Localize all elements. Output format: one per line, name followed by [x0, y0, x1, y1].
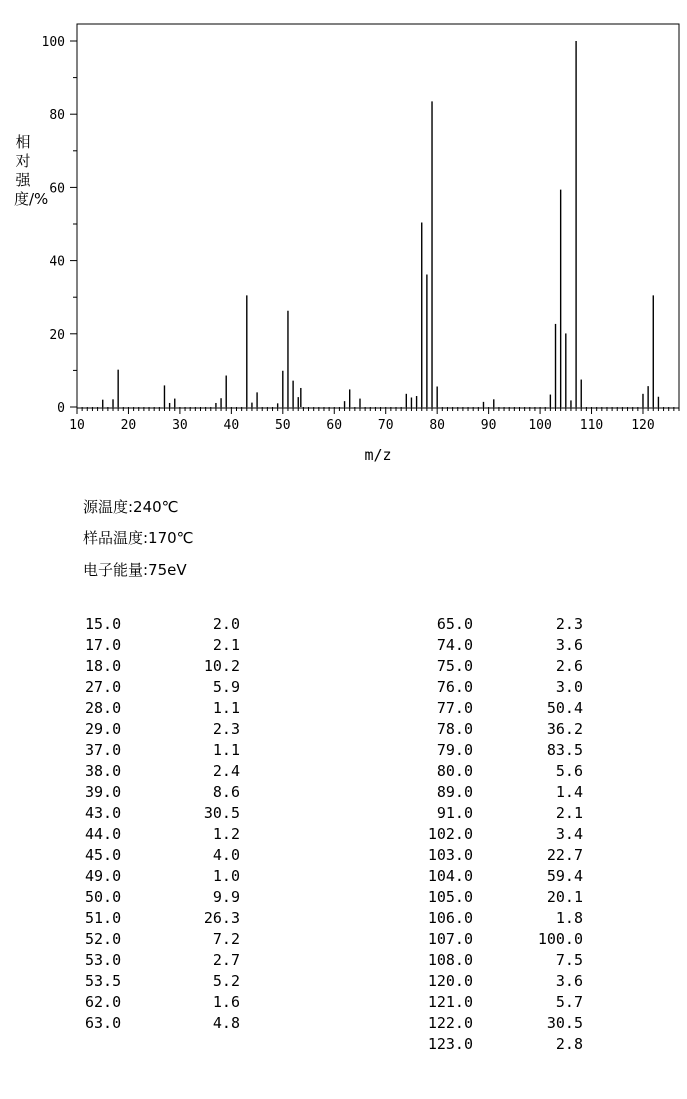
intensity-value: 30.5	[546, 1014, 583, 1032]
mz-value: 17.0	[85, 636, 122, 654]
intensity-value: 5.7	[555, 993, 583, 1011]
intensity-value: 1.8	[555, 909, 583, 927]
intensity-value: 83.5	[546, 741, 583, 759]
intensity-value: 1.1	[212, 741, 240, 759]
peak-row	[353, 614, 583, 635]
y-tick-label: 0	[57, 401, 65, 416]
x-tick-label: 70	[377, 418, 394, 433]
peak-row	[353, 740, 583, 761]
intensity-value: 2.8	[555, 1035, 583, 1053]
x-tick-label: 90	[480, 418, 497, 433]
y-tick-label: 60	[49, 181, 65, 197]
peak-row	[353, 824, 583, 845]
mz-value: 37.0	[85, 741, 122, 759]
peak-row	[85, 992, 240, 1013]
mz-value: 108.0	[427, 951, 473, 969]
intensity-value: 100.0	[537, 930, 583, 948]
mz-value: 120.0	[427, 972, 473, 990]
intensity-value: 7.5	[555, 951, 583, 969]
peak-row	[85, 1013, 240, 1034]
x-tick-label: 20	[120, 418, 137, 433]
intensity-value: 59.4	[546, 867, 583, 885]
peak-row	[85, 950, 240, 971]
intensity-value: 1.4	[555, 783, 583, 801]
peak-row	[85, 803, 240, 824]
intensity-value: 3.0	[555, 678, 583, 696]
mz-value: 50.0	[85, 888, 122, 906]
peak-row	[85, 971, 240, 992]
mz-value: 104.0	[427, 867, 473, 885]
intensity-value: 2.4	[212, 762, 240, 780]
mz-value: 53.5	[85, 972, 122, 990]
peak-row	[85, 677, 240, 698]
mz-value: 107.0	[427, 930, 473, 948]
intensity-value: 2.1	[555, 804, 583, 822]
mz-value: 18.0	[85, 657, 122, 675]
mz-value: 43.0	[85, 804, 122, 822]
intensity-value: 3.6	[555, 972, 583, 990]
x-tick-label: 30	[172, 418, 188, 433]
peak-row	[353, 719, 583, 740]
peak-row	[353, 929, 583, 950]
peak-row	[85, 929, 240, 950]
intensity-value: 20.1	[546, 888, 583, 906]
mz-value: 29.0	[85, 720, 122, 738]
mz-value: 27.0	[85, 678, 122, 696]
mass-spectrum-chart	[0, 0, 687, 470]
mz-value: 39.0	[85, 783, 122, 801]
peak-row	[85, 698, 240, 719]
mz-value: 121.0	[427, 993, 473, 1011]
peak-row	[353, 1034, 583, 1055]
peak-row	[85, 719, 240, 740]
mz-value: 103.0	[427, 846, 473, 864]
peak-row	[353, 950, 583, 971]
peak-row	[85, 740, 240, 761]
peak-row	[85, 866, 240, 887]
electron-energy: 电子能量:75eV	[83, 561, 187, 579]
peak-row	[85, 782, 240, 803]
x-tick-label: 60	[326, 418, 343, 433]
mz-value: 91.0	[436, 804, 473, 822]
intensity-value: 36.2	[546, 720, 583, 738]
peak-row	[353, 677, 583, 698]
intensity-value: 1.1	[212, 699, 240, 717]
mz-value: 105.0	[427, 888, 473, 906]
mz-value: 78.0	[436, 720, 473, 738]
peak-row	[353, 698, 583, 719]
mz-value: 123.0	[427, 1035, 473, 1053]
x-tick-label: 50	[274, 418, 291, 433]
mz-value: 62.0	[85, 993, 122, 1011]
x-tick-label: 110	[579, 418, 604, 433]
peak-row	[85, 845, 240, 866]
peak-row	[85, 635, 240, 656]
plot-frame	[77, 24, 679, 408]
peak-row	[353, 782, 583, 803]
peak-row	[353, 908, 583, 929]
peak-row	[353, 761, 583, 782]
mz-value: 28.0	[85, 699, 122, 717]
mz-value: 80.0	[436, 762, 473, 780]
mz-value: 51.0	[85, 909, 122, 927]
mz-value: 76.0	[436, 678, 473, 696]
peak-table-left	[85, 614, 240, 1034]
x-tick-label: 40	[223, 418, 240, 433]
peak-row	[353, 845, 583, 866]
peak-row	[85, 824, 240, 845]
intensity-value: 2.7	[212, 951, 240, 969]
peak-row	[353, 866, 583, 887]
y-tick-label: 100	[41, 35, 65, 50]
mz-value: 122.0	[427, 1014, 473, 1032]
intensity-value: 1.6	[212, 993, 240, 1011]
intensity-value: 4.8	[212, 1014, 240, 1032]
y-tick-label: 80	[49, 108, 65, 124]
mz-value: 79.0	[436, 741, 473, 759]
mz-value: 89.0	[436, 783, 473, 801]
mz-value: 102.0	[427, 825, 473, 843]
intensity-value: 5.9	[212, 678, 240, 696]
intensity-value: 30.5	[203, 804, 240, 822]
mz-value: 53.0	[85, 951, 122, 969]
peak-row	[353, 992, 583, 1013]
peak-row	[353, 656, 583, 677]
intensity-value: 1.2	[212, 825, 240, 843]
mz-value: 15.0	[85, 615, 122, 633]
x-tick-label: 120	[631, 418, 655, 433]
mz-value: 38.0	[85, 762, 122, 780]
mz-value: 65.0	[436, 615, 473, 633]
peak-row	[353, 1013, 583, 1034]
y-axis-label: 相对强度/%	[14, 133, 49, 208]
x-axis-label: m/z	[364, 446, 392, 464]
mz-value: 74.0	[436, 636, 473, 654]
peak-row	[85, 908, 240, 929]
peak-row	[85, 887, 240, 908]
intensity-value: 1.0	[212, 867, 240, 885]
intensity-value: 5.6	[555, 762, 583, 780]
intensity-value: 2.6	[555, 657, 583, 675]
mz-value: 63.0	[85, 1014, 122, 1032]
intensity-value: 26.3	[203, 909, 240, 927]
sample-temperature: 样品温度:170℃	[83, 529, 194, 547]
peak-table-right	[353, 614, 583, 1055]
peak-row	[353, 803, 583, 824]
intensity-value: 10.2	[203, 657, 240, 675]
mz-value: 52.0	[85, 930, 122, 948]
intensity-value: 2.3	[555, 615, 583, 633]
peak-row	[85, 656, 240, 677]
peak-row	[353, 635, 583, 656]
peak-row	[353, 887, 583, 908]
intensity-value: 7.2	[212, 930, 240, 948]
intensity-value: 2.3	[212, 720, 240, 738]
peak-row	[85, 761, 240, 782]
mz-value: 75.0	[436, 657, 473, 675]
intensity-value: 5.2	[212, 972, 240, 990]
intensity-value: 3.4	[555, 825, 583, 843]
x-tick-label: 100	[528, 418, 552, 433]
peak-row	[85, 614, 240, 635]
mz-value: 77.0	[436, 699, 473, 717]
intensity-value: 2.1	[212, 636, 240, 654]
x-tick-label: 80	[429, 418, 445, 433]
mz-value: 106.0	[427, 909, 473, 927]
intensity-value: 2.0	[212, 615, 240, 633]
intensity-value: 9.9	[212, 888, 240, 906]
x-tick-label: 10	[69, 418, 85, 433]
source-temperature: 源温度:240℃	[83, 498, 179, 516]
y-tick-label: 40	[49, 254, 65, 270]
intensity-value: 50.4	[546, 699, 583, 717]
intensity-value: 3.6	[555, 636, 583, 654]
y-tick-label: 20	[49, 327, 65, 343]
intensity-value: 22.7	[546, 846, 583, 864]
mz-value: 45.0	[85, 846, 122, 864]
peak-row	[353, 971, 583, 992]
intensity-value: 8.6	[212, 783, 240, 801]
mz-value: 49.0	[85, 867, 122, 885]
mz-value: 44.0	[85, 825, 122, 843]
intensity-value: 4.0	[212, 846, 240, 864]
